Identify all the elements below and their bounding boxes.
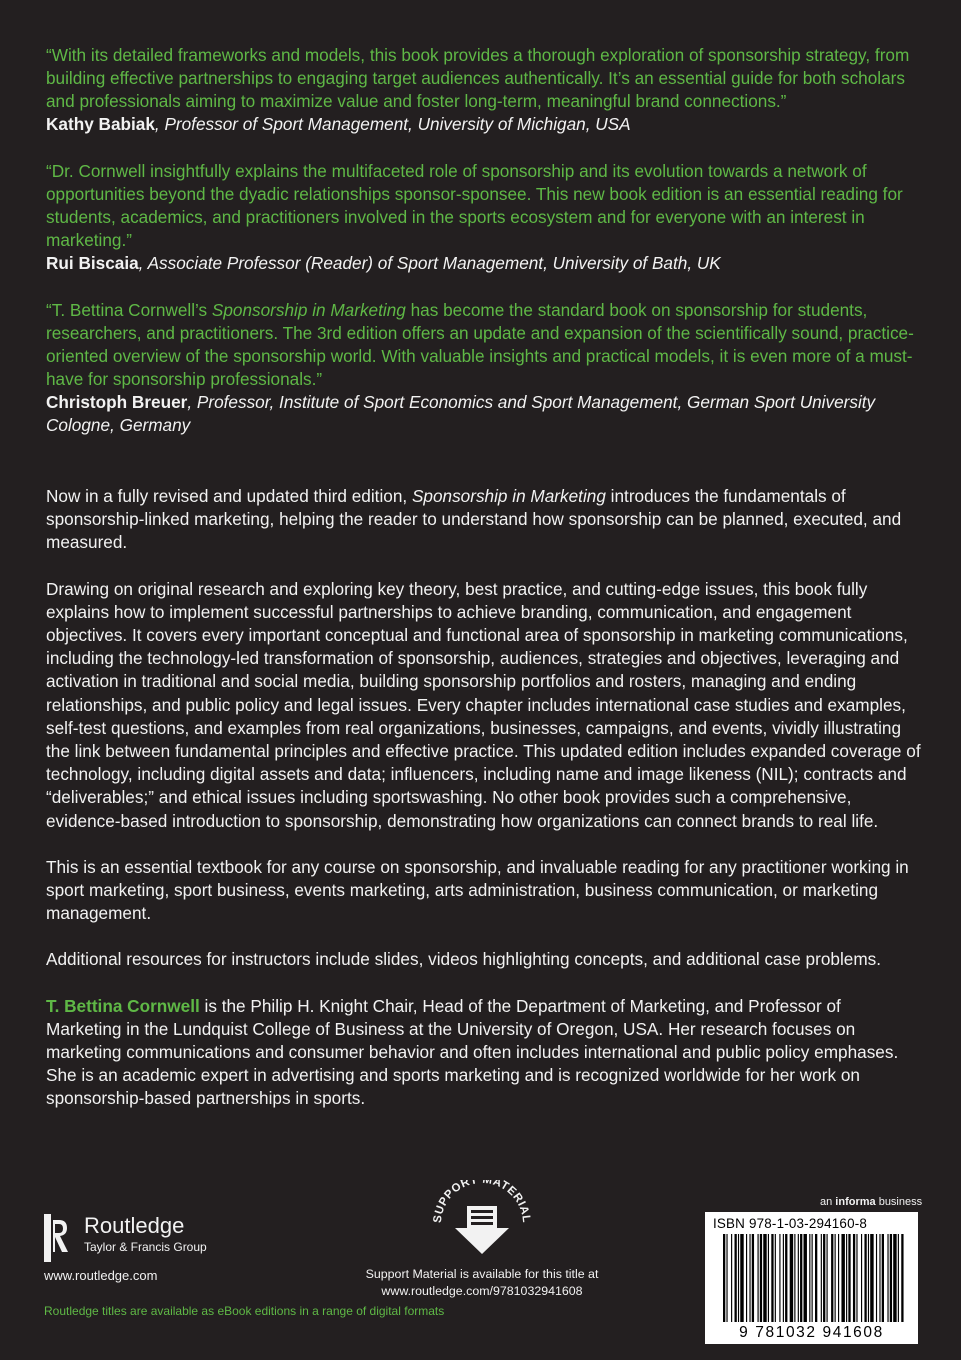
barcode-bar <box>823 1234 825 1322</box>
barcode-bar <box>794 1234 795 1322</box>
barcode-bar <box>771 1234 773 1322</box>
publisher-url: www.routledge.com <box>44 1268 158 1283</box>
author-bio <box>46 995 921 1111</box>
barcode-bar <box>723 1234 725 1322</box>
description-paragraph-1 <box>46 485 921 555</box>
author-bio-text: is the Philip H. Knight Chair, Head of the Department of Marketing, and Professor of Marketing in the Lundquist College of Business at the University of Oregon, USA. Her research focuses on marketing communications and consumer behavior and often includes international and public policy emphases. She is an academic expert in advertising and sports marketing and is recognized worldwide for her work on sponsorship-based partnerships in sports. <box>46 995 899 1109</box>
review-quote-1: “With its detailed frameworks and models, this book provides a thorough exploration of sponsorship strategy, from building effective partnerships to engaging target audiences authentically. It’s an essential guide for both scholars and professionals aiming to maximize value and foster long-term, meaningful brand connections.” <box>46 45 910 111</box>
review-quote-3-pre: “T. Bettina Cornwell’s <box>46 300 212 320</box>
isbn-digits: 9 781032 941608 <box>739 1324 884 1341</box>
barcode-bar <box>740 1234 743 1322</box>
informa-pre: an <box>820 1196 836 1208</box>
barcode-bar <box>815 1234 817 1322</box>
barcode-bar <box>749 1234 750 1322</box>
publisher-group: Taylor & Francis Group <box>84 1240 207 1254</box>
description-paragraph-2: Drawing on original research and exploring key theory, best practice, and cutting-edge issues, this book fully explains how to implement successful partnerships to achieve branding, communication, and engagement objectives. It covers every important conceptual and functional area of sponsorship in marketing communications, including the technology-led transformation of sponsorship, audiences, strategies and objectives, leveraging and activation in traditional and social media, building sponsorship portfolios and rosters, managing and ending relationships, and public policy and legal issues. Every chapter includes international case studies and examples, self-test questions, and examples from real organizations, businesses, campaigns, and events, vividly illustrating the link between fundamental principles and effective practice. This updated edition includes expanded coverage of technology, including digital assets and data; influencers, including name and image likeness (NIL); contracts and “deliverables;” and ethical issues including sportswashing. No other book provides such a comprehensive, evidence-based introduction to sponsorship, demonstrating how organizations can connect brands to real life. <box>46 578 921 831</box>
reviewer-name-3: Christoph Breuer <box>46 392 188 412</box>
barcode-bar <box>835 1234 836 1322</box>
barcode-bar <box>898 1234 899 1322</box>
support-caption-line-2: www.routledge.com/9781032941608 <box>381 1284 583 1298</box>
barcode-bar <box>841 1234 844 1322</box>
barcode-bar <box>827 1234 828 1322</box>
description-p1-pre: Now in a fully revised and updated third edition, <box>46 486 412 506</box>
barcode-bar <box>876 1234 877 1322</box>
author-name: T. Bettina Cornwell <box>46 995 200 1016</box>
support-badge-text: SUPPORT MATERIAL <box>431 1180 533 1224</box>
barcode-bar <box>882 1234 884 1322</box>
support-material <box>364 1180 600 1300</box>
publisher-text <box>84 1214 207 1254</box>
barcode-bar <box>856 1234 857 1322</box>
barcode-bar <box>731 1234 732 1322</box>
reviewer-name-1: Kathy Babiak <box>46 114 155 134</box>
barcode-bar <box>848 1234 850 1322</box>
isbn-label: ISBN 978-1-03-294160-8 <box>713 1216 868 1231</box>
barcode-bar <box>726 1234 727 1322</box>
reviewer-affiliation-3: , Professor, Institute of Sport Economics and Sport Management, German Sport University Cologne, Germany <box>46 392 876 435</box>
barcode-bar <box>768 1234 769 1322</box>
review-quote-2: “Dr. Cornwell insightfully explains the multifaceted role of sponsorship and its evolution towards a network of opportunities beyond the dyadic relationships sponsor-sponsee. This new book edition is an essential reading for students, academics, and practitioners involved in the sports ecosystem and for everyone with an interest in marketing.” <box>46 161 903 250</box>
review-quote-3-post: has become the standard book on sponsorship for students, researchers, and practitioners. The 3rd edition offers an update and expansion of the scientifically sound, practice-oriented overview of the sponsorship world. With valuable insights and practical models, it is even more of a must-have for sponsorship professionals.” <box>46 300 914 389</box>
barcode-bar <box>804 1234 807 1322</box>
review-attribution-1 <box>46 113 921 136</box>
barcode-bar <box>838 1234 839 1322</box>
description-p1-title: Sponsorship in Marketing <box>411 486 606 506</box>
barcode-bar <box>800 1234 802 1322</box>
informa-post: business <box>875 1196 923 1208</box>
barcode-bar <box>893 1234 896 1322</box>
barcode-bar <box>758 1234 759 1322</box>
barcode-bar <box>853 1234 855 1322</box>
review-quote-3 <box>46 299 921 391</box>
reviewer-name-2: Rui Biscaia <box>46 253 139 273</box>
ebook-note: Routledge titles are available as eBook editions in a range of digital formats <box>44 1304 445 1318</box>
isbn-barcode <box>705 1212 918 1344</box>
barcode-bar <box>775 1234 776 1322</box>
barcode-bar <box>812 1234 813 1322</box>
barcode-bar <box>763 1234 766 1322</box>
informa-tagline <box>820 1196 922 1208</box>
download-arrow-icon <box>427 1180 537 1260</box>
barcode-bar <box>821 1234 822 1322</box>
support-caption-line-1: Support Material is available for this title at <box>365 1267 599 1281</box>
informa-bold: informa <box>835 1196 876 1208</box>
barcode-bar <box>752 1234 754 1322</box>
description-p1-post: introduces the fundamentals of sponsorship-linked marketing, helping the reader to understand how sponsorship can be planned, executed, and measured. <box>46 486 902 553</box>
barcode-bar <box>746 1234 747 1322</box>
barcode-bar <box>879 1234 880 1322</box>
cover-footer <box>0 1170 961 1360</box>
support-caption <box>364 1266 600 1300</box>
reviewer-affiliation-1: , Professor of Sport Management, University of Michigan, USA <box>154 114 631 134</box>
routledge-r-glyph <box>44 1214 70 1262</box>
reviewer-affiliation-2: , Associate Professor (Reader) of Sport Management, University of Bath, UK <box>138 253 721 273</box>
barcode-bar <box>868 1234 869 1322</box>
description-paragraph-3: This is an essential textbook for any course on sponsorship, and invaluable reading for any practitioner working in sport marketing, sport business, events marketing, arts administration, business communication, or marketing management. <box>46 856 909 924</box>
barcode-bar <box>864 1234 866 1322</box>
barcode-bar <box>809 1234 810 1322</box>
support-material-badge <box>427 1180 537 1260</box>
publisher-name: Routledge <box>84 1213 185 1238</box>
barcode-bar <box>785 1234 787 1322</box>
barcode-bar <box>798 1234 799 1322</box>
back-cover-content <box>46 44 921 1134</box>
barcode-bar <box>735 1234 737 1322</box>
description-paragraph-4: Additional resources for instructors include slides, videos highlighting concepts, and additional case problems. <box>46 949 882 970</box>
barcode-bar <box>779 1234 780 1322</box>
barcode-bar <box>870 1234 873 1322</box>
barcode-bar <box>901 1234 903 1322</box>
review-attribution-3 <box>46 391 921 437</box>
barcode-bar <box>887 1234 888 1322</box>
routledge-r-icon <box>44 1214 70 1262</box>
barcode-bar <box>861 1234 862 1322</box>
barcode-bar <box>831 1234 833 1322</box>
barcode-bar <box>783 1234 784 1322</box>
barcode-bar <box>790 1234 793 1322</box>
review-attribution-2 <box>46 252 921 275</box>
barcode-bar <box>846 1234 847 1322</box>
barcode-bar <box>760 1234 762 1322</box>
publisher-logo <box>44 1214 207 1262</box>
barcode-bar <box>738 1234 739 1322</box>
review-quote-3-title: Sponsorship in Marketing <box>211 300 406 320</box>
barcode-bar <box>890 1234 892 1322</box>
